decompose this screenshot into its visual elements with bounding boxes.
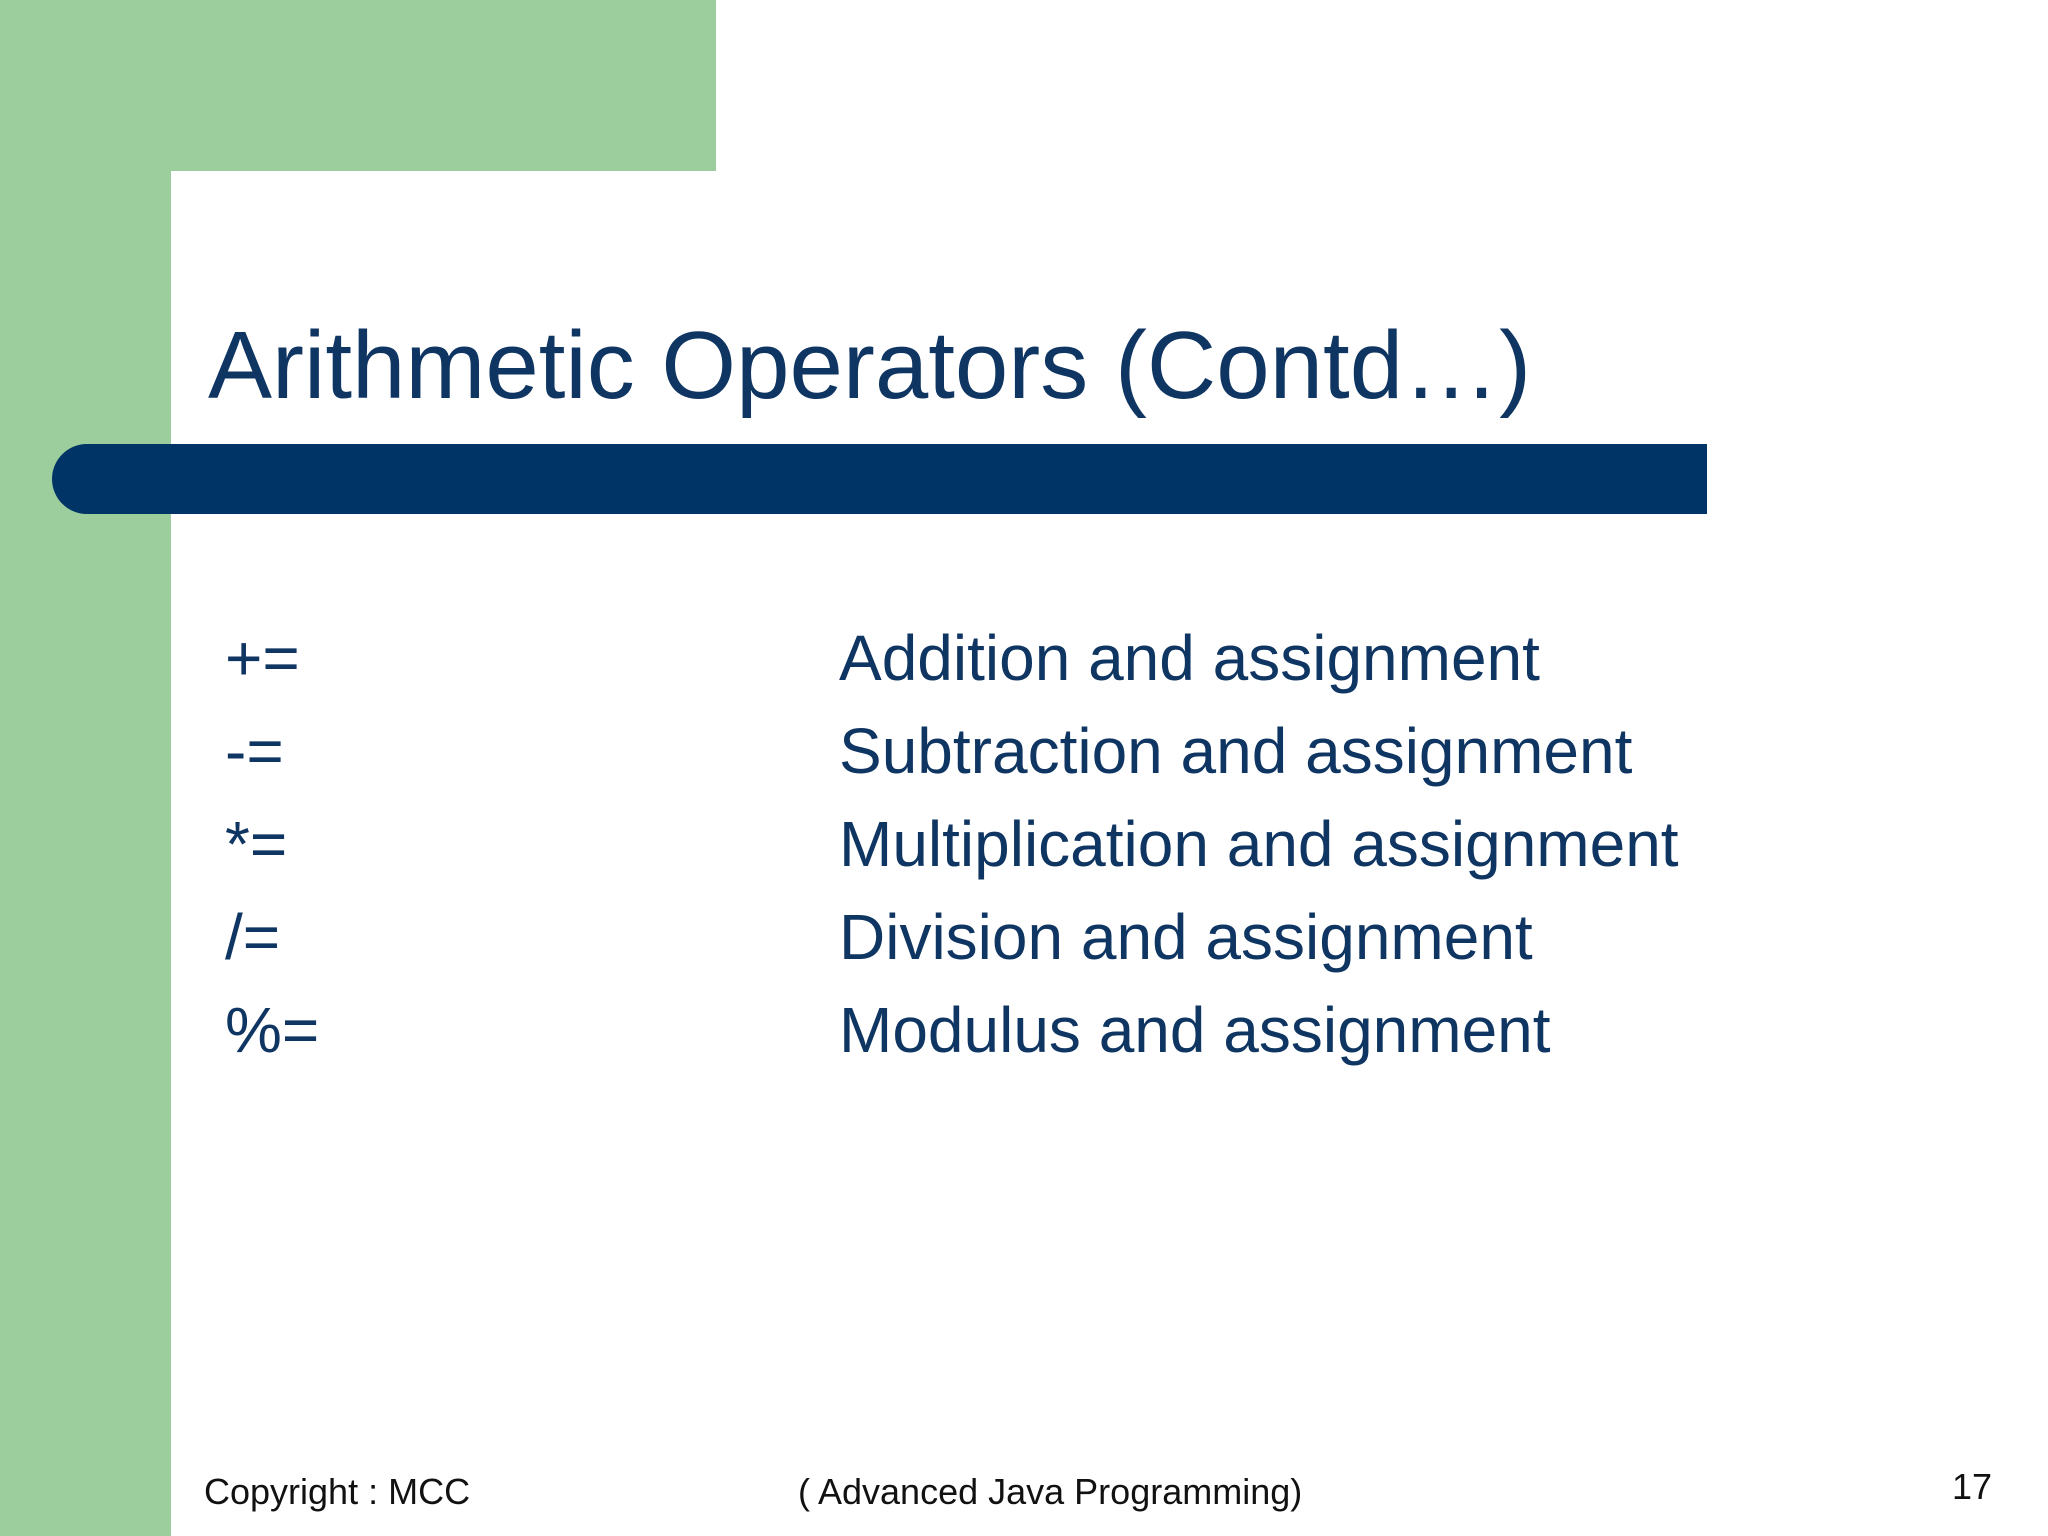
footer-page-number: 17 <box>1952 1466 1993 1507</box>
operator-description: Multiplication and assignment <box>839 808 1679 880</box>
operator-row <box>225 715 1745 812</box>
operator-list <box>225 622 1745 1091</box>
operator-row <box>225 808 1745 905</box>
operator-row <box>225 994 1745 1091</box>
operator-description: Subtraction and assignment <box>839 715 1633 787</box>
operator-description: Modulus and assignment <box>839 994 1551 1066</box>
operator-symbol: -= <box>225 715 284 787</box>
green-side-strip <box>0 0 171 1536</box>
operator-symbol: *= <box>225 808 288 880</box>
operator-description: Addition and assignment <box>839 622 1540 694</box>
operator-description: Division and assignment <box>839 901 1533 973</box>
footer-course-title: ( Advanced Java Programming) <box>798 1471 1303 1512</box>
footer-copyright: Copyright : MCC <box>204 1471 471 1512</box>
operator-row <box>225 622 1745 719</box>
operator-symbol: /= <box>225 901 281 973</box>
title-underline-bar <box>52 444 1707 514</box>
operator-symbol: %= <box>225 994 320 1066</box>
slide-title: Arithmetic Operators (Contd…) <box>208 312 1532 419</box>
green-top-block <box>0 0 716 171</box>
operator-symbol: += <box>225 622 300 694</box>
operator-row <box>225 901 1745 998</box>
